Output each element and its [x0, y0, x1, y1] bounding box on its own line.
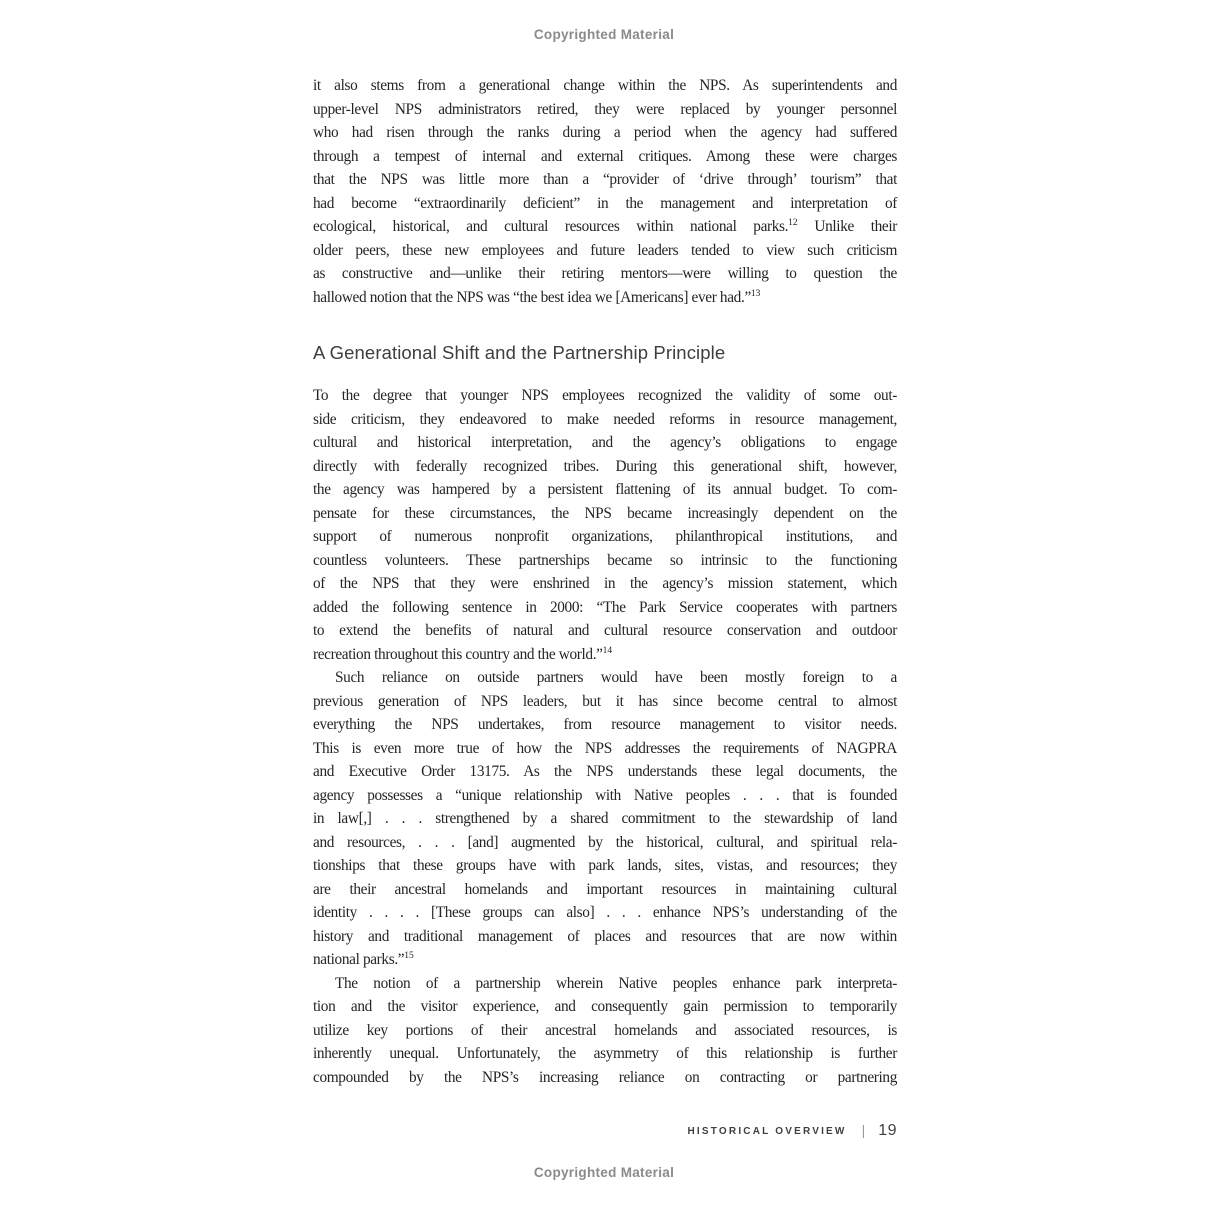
text-line: history and traditional management of places and resources that are now within [313, 927, 897, 945]
footnote-ref: 14 [602, 645, 613, 656]
text-line: previous generation of NPS leaders, but it has since become central to almost [313, 692, 897, 710]
text-line: recreation throughout this country and the world.”$^{14}$ [313, 645, 613, 663]
paragraph [313, 666, 897, 972]
text-line: utilize key portions of their ancestral homelands and associated resources, is [313, 1021, 897, 1039]
text-line: To the degree that younger NPS employees recognized the validity of some out- [313, 387, 897, 404]
text-line: to extend the benefits of natural and cultural resource conservation and outdoor [313, 622, 897, 639]
footer-separator: | [861, 1122, 866, 1138]
copyright-footer: Copyrighted Material [533, 1165, 675, 1180]
footer-page-number: 19 [878, 1122, 897, 1139]
text-line: countless volunteers. These partnerships became so intrinsic to the functioning [313, 551, 897, 569]
text-line: as constructive and—unlike their retiring mentors—were willing to question the [313, 265, 897, 282]
footnote-ref: 12 [788, 217, 798, 228]
text-line: upper-level NPS administrators retired, they were replaced by younger personnel [313, 100, 897, 118]
copyright-header: Copyrighted Material [533, 27, 675, 42]
running-footer [313, 1122, 897, 1140]
text-line: inherently unequal. Unfortunately, the asymmetry of this relationship is further [313, 1045, 897, 1062]
text-line: side criticism, they endeavored to make needed reforms in resource management, [313, 410, 897, 428]
text-line: tionships that these groups have with park lands, sites, vistas, and resources; they [313, 857, 897, 874]
text-column [313, 74, 897, 1089]
text-line: hallowed notion that the NPS was “the best idea we [Americans] ever had.”$^{13}$ [313, 288, 761, 306]
paragraph [313, 384, 897, 666]
paragraph [313, 74, 897, 309]
text-line: the agency was hampered by a persistent flattening of its annual budget. To com- [313, 481, 897, 498]
text-line: through a tempest of internal and external critiques. Among these were charges [313, 147, 897, 165]
footnote-ref: 13 [750, 288, 761, 299]
text-line: tion and the visitor experience, and consequently gain permission to temporarily [313, 998, 897, 1015]
text-line: in law[,] . . . strengthened by a shared commitment to the stewardship of land [313, 810, 897, 827]
text-line: national parks.”$^{15}$ [313, 950, 414, 968]
text-line: ecological, historical, and cultural resources within national parks.$^{12}$ Unlike their [313, 217, 898, 235]
text-line: pensate for these circumstances, the NPS became increasingly dependent on the [313, 504, 897, 522]
footnote-ref: 15 [404, 950, 414, 961]
text-line: cultural and historical interpretation, and the agency’s obligations to engage [313, 434, 897, 451]
text-line: Such reliance on outside partners would have been mostly foreign to a [335, 669, 897, 686]
text-line: everything the NPS undertakes, from resource management to visitor needs. [313, 716, 897, 733]
footer-section-label: HISTORICAL OVERVIEW [687, 1126, 847, 1137]
text-line: and Executive Order 13175. As the NPS understands these legal documents, the [313, 763, 897, 780]
text-line: who had risen through the ranks during a period when the agency had suffered [313, 124, 897, 141]
text-line: older peers, these new employees and future leaders tended to view such criticism [313, 241, 897, 259]
text-line: The notion of a partnership wherein Native peoples enhance park interpreta- [335, 974, 897, 992]
section-heading: A Generational Shift and the Partnership Principle [313, 342, 726, 363]
text-line: agency possesses a “unique relationship with Native peoples . . . that is founded [313, 786, 897, 804]
text-line: that the NPS was little more than a “provider of ‘drive through’ tourism” that [313, 171, 897, 188]
text-line: support of numerous nonprofit organizations, philanthropical institutions, and [313, 528, 897, 545]
text-line: it also stems from a generational change within the NPS. As superintendents and [313, 77, 897, 94]
text-line: had become “extraordinarily deficient” in the management and interpretation of [313, 194, 897, 212]
text-line: and resources, . . . [and] augmented by the historical, cultural, and spiritual rela- [313, 833, 897, 851]
text-line: are their ancestral homelands and important resources in maintaining cultural [313, 880, 897, 898]
text-line: This is even more true of how the NPS addresses the requirements of NAGPRA [313, 739, 897, 757]
text-line: identity . . . . [These groups can also] . . . enhance NPS’s understanding of the [313, 904, 897, 921]
text-line: added the following sentence in 2000: “The Park Service cooperates with partners [313, 598, 897, 616]
text-line: compounded by the NPS’s increasing reliance on contracting or partnering [313, 1068, 897, 1086]
text-line: directly with federally recognized tribes. During this generational shift, however, [313, 457, 897, 475]
text-line: of the NPS that they were enshrined in the agency’s mission statement, which [313, 575, 897, 592]
paragraph [313, 972, 897, 1090]
